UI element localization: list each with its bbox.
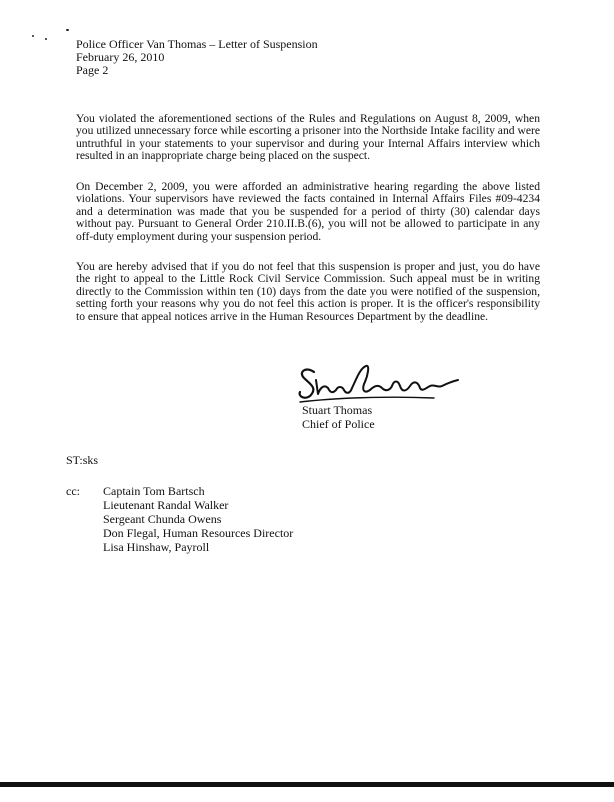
cc-recipient: Lieutenant Randal Walker xyxy=(103,498,229,512)
header-subject: Police Officer Van Thomas – Letter of Suspension xyxy=(76,37,318,51)
body-paragraph-appeal: You are hereby advised that if you do not feel that this suspension is proper and just, you do have the right to appeal to the Little Rock Civil Service Commission. Such appeal must be in writing directly to the Commission within ten (10) days from the date you were notified of the suspension, setting forth your reasons why you do not feel this action is proper. It is the officer's responsibility to ensure that appeal notices arrive in the Human Resources Department by the deadline. xyxy=(76,260,540,323)
letter-header xyxy=(76,38,318,77)
body-paragraph-hearing: On December 2, 2009, you were afforded an administrative hearing regarding the above listed violations. Your supervisors have reviewed the facts contained in Internal Affairs Files #09-4234 and a determination was made that you be suspended for a period of thirty (30) calendar days without pay. Pursuant to General Order 210.II.B.(6), you will not be allowed to participate in any off-duty employment during your suspension period. xyxy=(76,180,540,243)
cc-recipient: Don Flegal, Human Resources Director xyxy=(103,526,294,540)
handwritten-signature xyxy=(294,358,474,406)
cc-recipient: Sergeant Chunda Owens xyxy=(103,512,222,526)
scan-speck xyxy=(32,35,34,37)
header-page-number: Page 2 xyxy=(76,63,109,77)
cc-list xyxy=(103,484,293,554)
typist-initials: ST:sks xyxy=(66,453,99,467)
cc-label: cc: xyxy=(66,484,80,498)
scan-speck xyxy=(45,38,47,40)
cc-recipient: Captain Tom Bartsch xyxy=(103,484,205,498)
scan-bottom-edge xyxy=(0,782,614,787)
cc-recipient: Lisa Hinshaw, Payroll xyxy=(103,540,210,554)
signer-title: Chief of Police xyxy=(302,417,375,431)
body-paragraph-violation: You violated the aforementioned sections of the Rules and Regulations on August 8, 2009, when you utilized unnecessary force while escorting a prisoner into the Northside Intake facility and were untruthful in your statements to your supervisor and during your Internal Affairs interview which resulted in an inappropriate charge being placed on the suspect. xyxy=(76,112,540,163)
scan-speck xyxy=(66,29,69,31)
signer-name: Stuart Thomas xyxy=(302,403,373,417)
header-date: February 26, 2010 xyxy=(76,50,165,64)
signature-block xyxy=(302,403,375,431)
